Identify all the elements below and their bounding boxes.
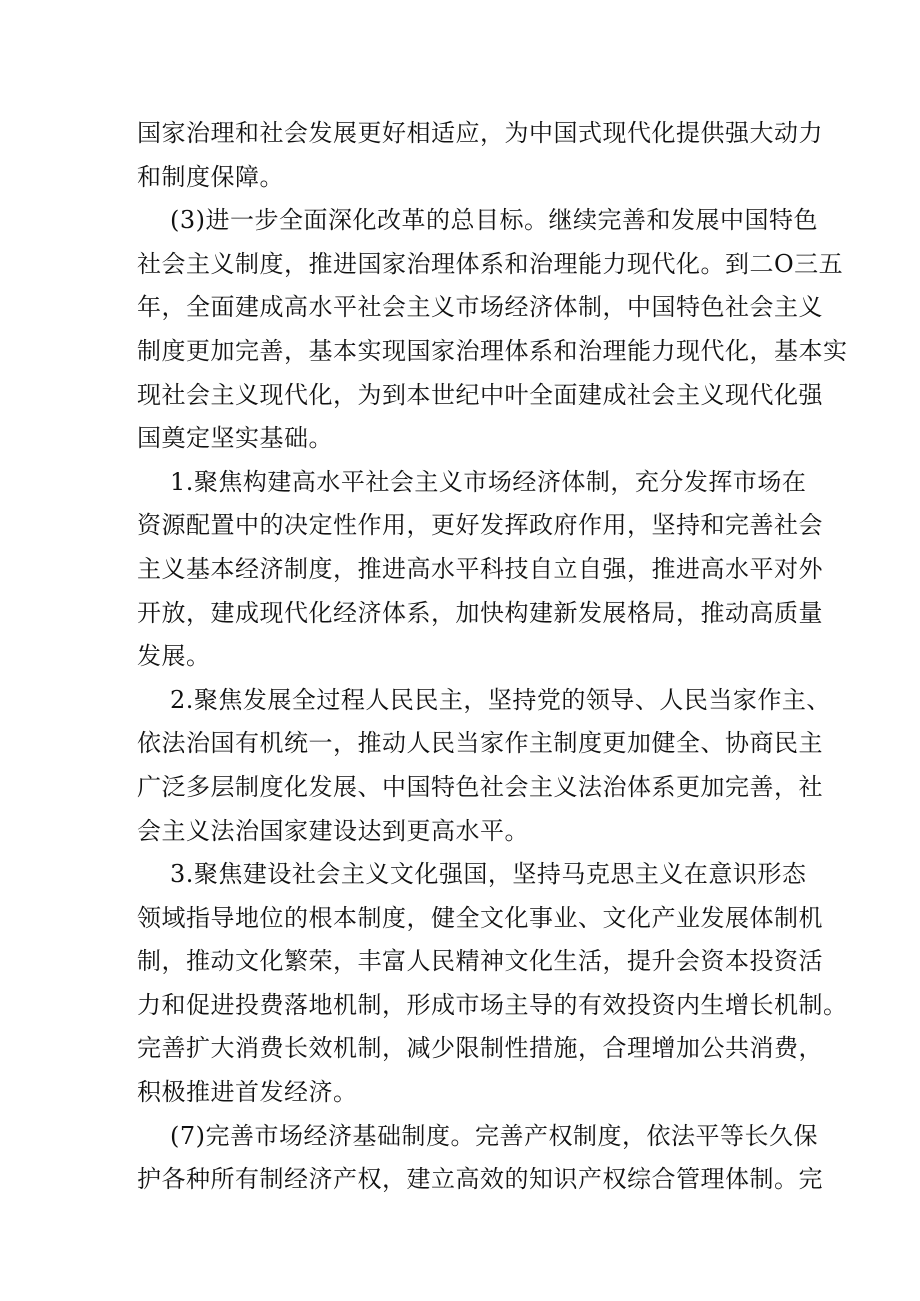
text-line: 领域指导地位的根本制度，健全文化事业、文化产业发展体制机: [137, 903, 823, 932]
text-line: 资源配置中的决定性作用，更好发挥政府作用，坚持和完善社会: [137, 511, 823, 540]
text-line: 和制度保障。: [137, 162, 284, 191]
text-line: 年，全面建成高水平社会主义市场经济体制，中国特色社会主义: [137, 293, 823, 322]
text-line: (3)进一步全面深化改革的总目标。继续完善和发展中国特色: [170, 206, 818, 235]
text-line: 依法治国有机统一，推动人民当家作主制度更加健全、协商民主: [137, 729, 823, 758]
text-line: 护各种所有制经济产权，建立高效的知识产权综合管理体制。完: [137, 1165, 823, 1194]
text-line: 社会主义制度，推进国家治理体系和治理能力现代化。到二O三五: [137, 249, 844, 278]
text-line: 国奠定坚实基础。: [137, 424, 333, 453]
text-line: 制度更加完善，基本实现国家治理体系和治理能力现代化，基本实: [137, 336, 848, 365]
text-line: 现社会主义现代化，为到本世纪中叶全面建成社会主义现代化强: [137, 380, 823, 409]
text-line: 完善扩大消费长效机制，减少限制性措施，合理增加公共消费，: [137, 1034, 823, 1063]
text-line: 主义基本经济制度，推进高水平科技自立自强，推进高水平对外: [137, 554, 823, 583]
text-line: 广泛多层制度化发展、中国特色社会主义法治体系更加完善，社: [137, 772, 823, 801]
text-line: 积极推进首发经济。: [137, 1078, 358, 1107]
text-line: 国家治理和社会发展更好相适应，为中国式现代化提供强大动力: [137, 119, 823, 147]
text-line: 3.聚焦建设社会主义文化强国，坚持马克思主义在意识形态: [170, 860, 807, 889]
document-body: [137, 112, 848, 1202]
text-line: 会主义法治国家建设达到更高水平。: [137, 816, 529, 845]
text-line: (7)完善市场经济基础制度。完善产权制度，依法平等长久保: [170, 1121, 818, 1150]
text-line: 发展。: [137, 642, 211, 671]
text-line: 力和促进投费落地机制，形成市场主导的有效投资内生增长机制。: [137, 990, 848, 1019]
text-line: 制，推动文化繁荣，丰富人民精神文化生活，提升会资本投资活: [137, 947, 823, 976]
text-line: 开放，建成现代化经济体系，加快构建新发展格局，推动高质量: [137, 598, 823, 627]
text-line: 2.聚焦发展全过程人民民主，坚持党的领导、人民当家作主、: [170, 685, 831, 714]
text-line: 1.聚焦构建高水平社会主义市场经济体制，充分发挥市场在: [170, 467, 807, 496]
